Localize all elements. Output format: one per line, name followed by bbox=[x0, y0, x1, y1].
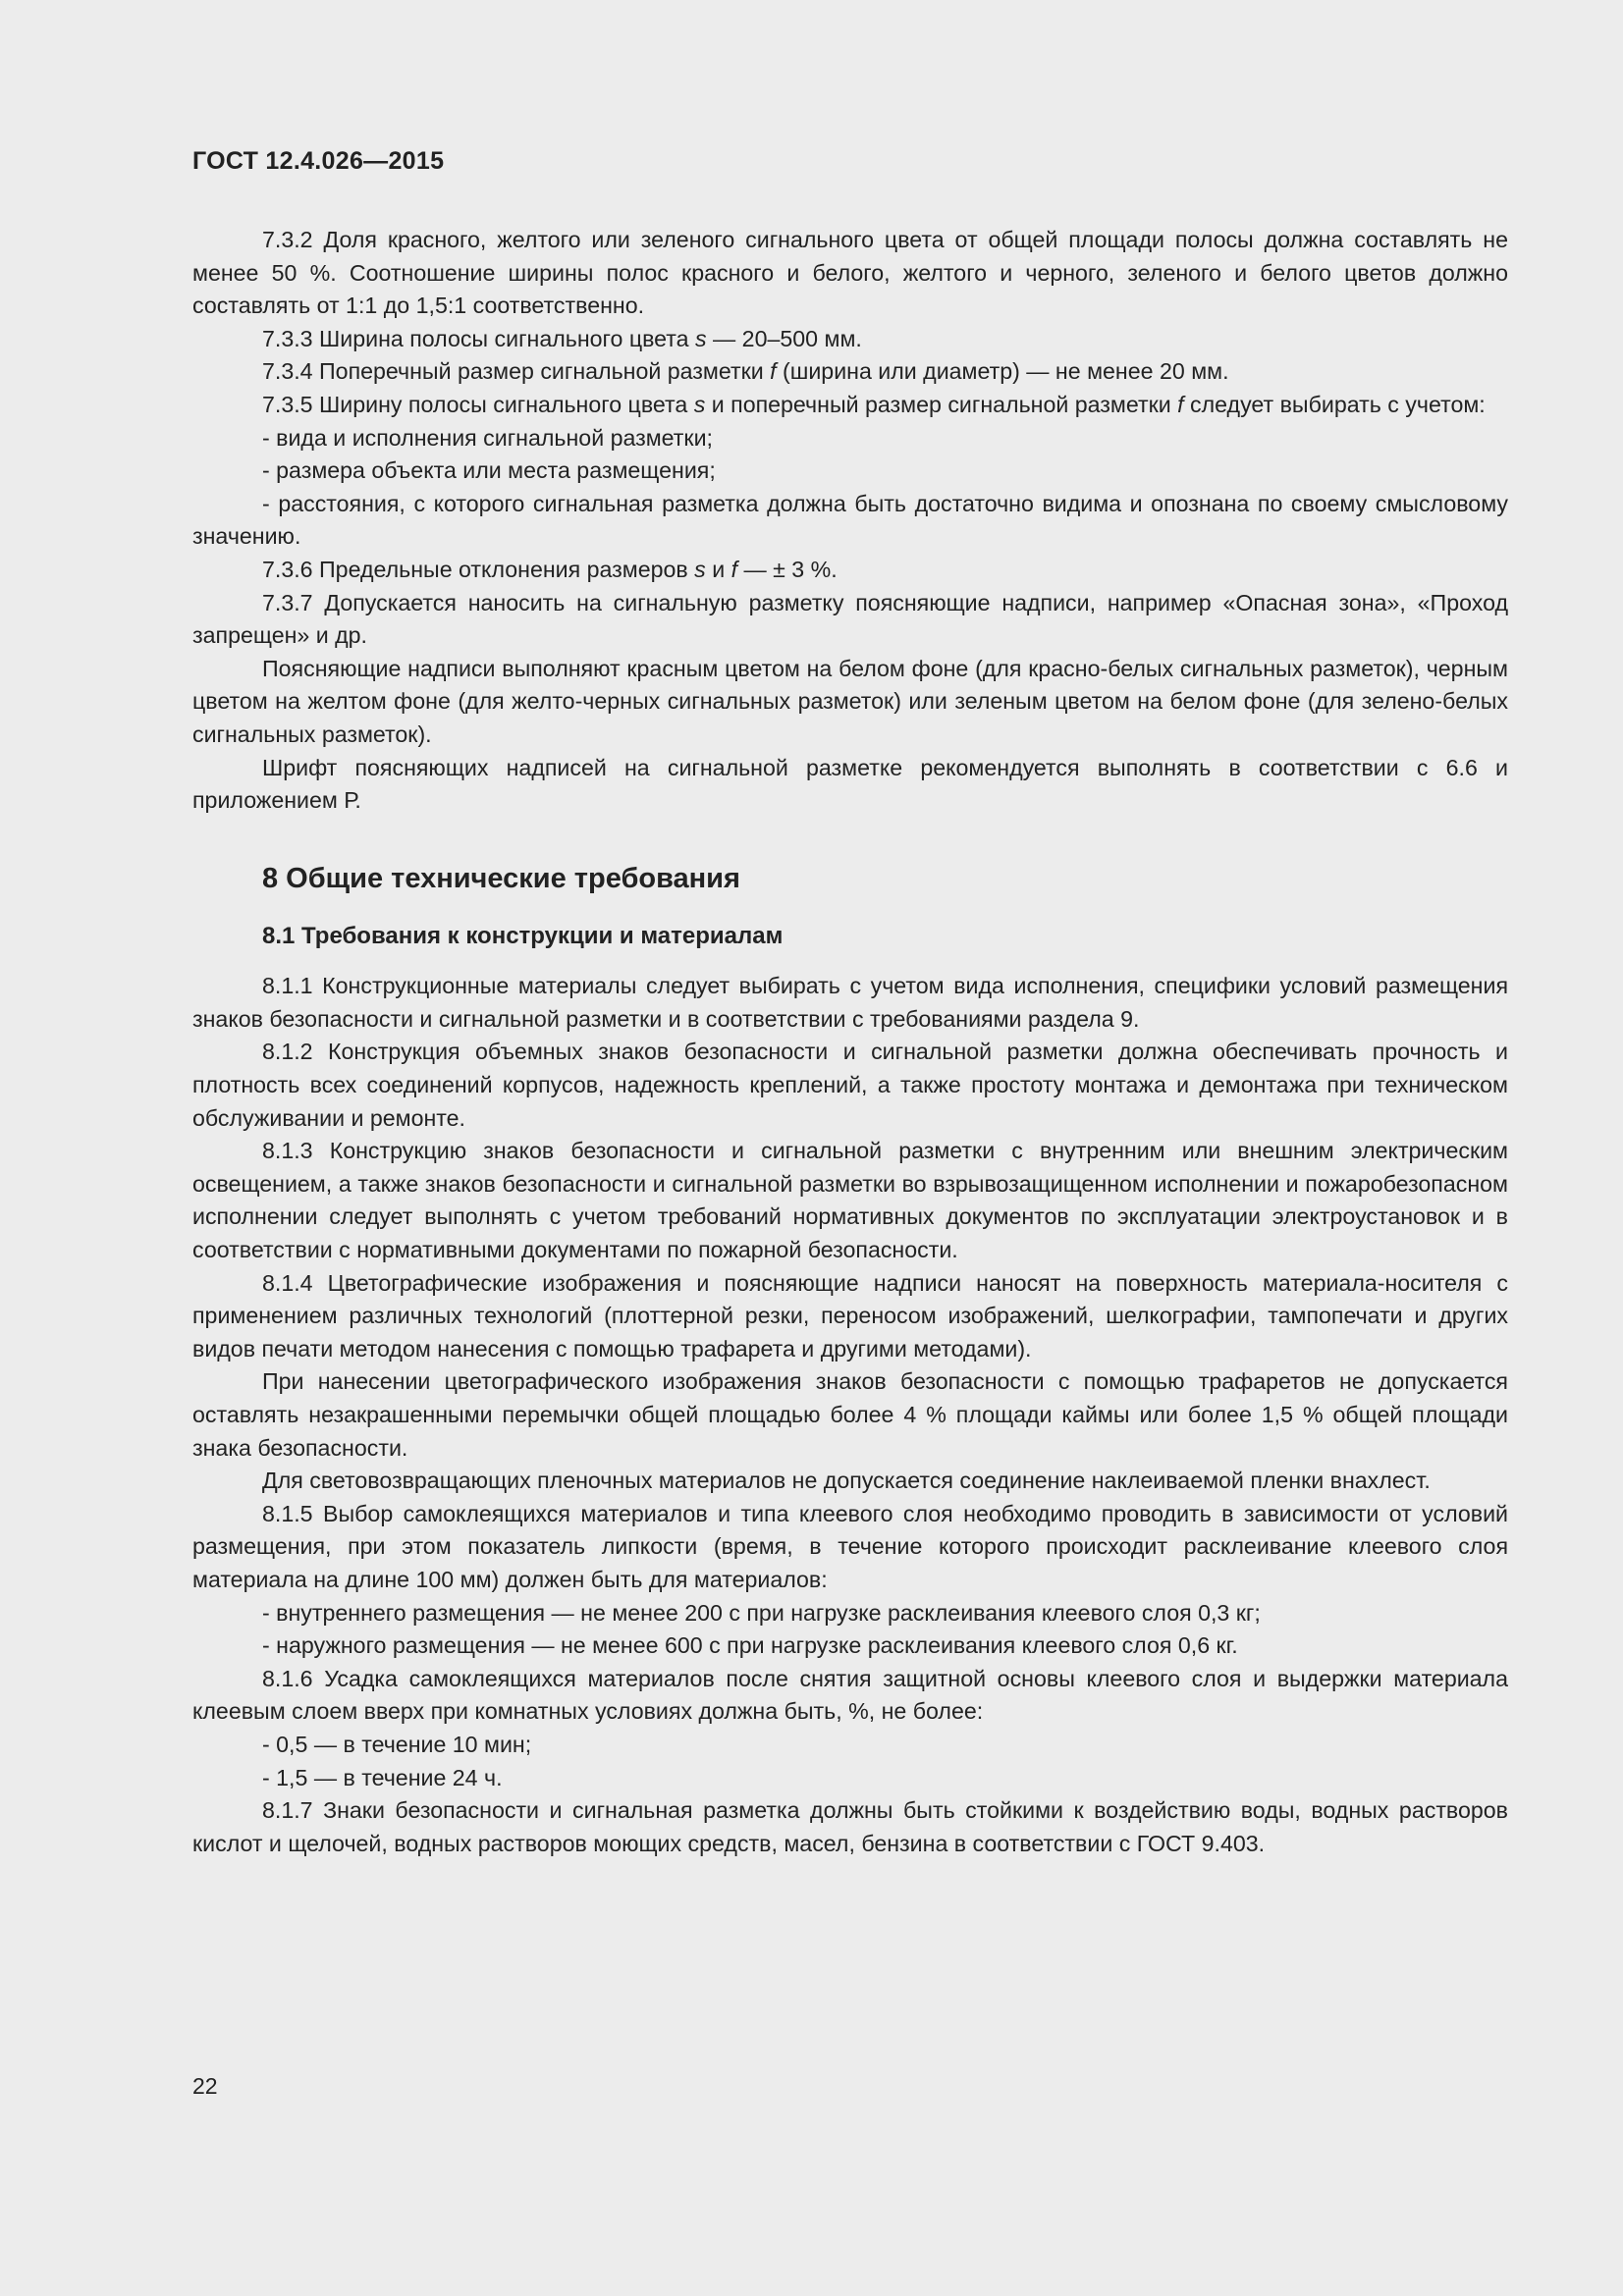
paragraph-7-3-4 bbox=[192, 355, 1508, 389]
paragraph-8-1-1: 8.1.1 Конструкционные материалы следует выбирать с учетом вида исполнения, специфики условий размещения знаков безопасности и сигнальной разметки и в соответствии с требованиями раздела 9. bbox=[192, 973, 1508, 1032]
text-run: 7.3.6 Предельные отклонения размеров bbox=[262, 556, 695, 582]
document-body bbox=[192, 224, 1508, 1860]
page-number: 22 bbox=[192, 2073, 218, 2099]
paragraph-7-3-6 bbox=[192, 554, 1508, 587]
symbol-f: f bbox=[1177, 391, 1184, 417]
paragraph: Шрифт поясняющих надписей на сигнальной разметке рекомендуется выполнять в соответствии с 6.6 и приложением Р. bbox=[192, 754, 1508, 814]
paragraph-8-1-7: 8.1.7 Знаки безопасности и сигнальная разметка должны быть стойкими к воздействию воды, водных растворов кислот и щелочей, водных растворов моющих средств, масел, бензина в соответствии с ГОСТ 9.403. bbox=[192, 1797, 1508, 1856]
paragraph-7-3-5 bbox=[192, 389, 1508, 422]
paragraph: Для световозвращающих пленочных материалов не допускается соединение наклеиваемой пленки внахлест. bbox=[262, 1468, 1431, 1494]
paragraph-7-3-7: 7.3.7 Допускается наносить на сигнальную разметку поясняющие надписи, например «Опасная зона», «Проход запрещен» и др. bbox=[192, 589, 1508, 649]
text-run: 7.3.3 Ширина полосы сигнального цвета bbox=[262, 325, 696, 351]
symbol-f: f bbox=[730, 556, 738, 582]
document-header: ГОСТ 12.4.026—2015 bbox=[192, 147, 445, 175]
list-item: - 0,5 — в течение 10 мин; bbox=[262, 1731, 532, 1757]
paragraph-8-1-4: 8.1.4 Цветографические изображения и поясняющие надписи наносят на поверхность материала-носителя с применением различных технологий (плоттерной резки, переносом изображений, шелкографии, тампопечати и других видов печати методом нанесения с помощью трафарета и другими методами). bbox=[192, 1269, 1508, 1362]
paragraph-8-1-6: 8.1.6 Усадка самоклеящихся материалов после снятия защитной основы клеевого слоя и выдержки материала клеевым слоем вверх при комнатных условиях должна быть, %, не более: bbox=[192, 1665, 1508, 1725]
symbol-s: s bbox=[694, 556, 706, 582]
text-run: — 20–500 мм. bbox=[706, 325, 862, 351]
text-run: 7.3.4 Поперечный размер сигнальной разметки bbox=[262, 358, 771, 385]
paragraph-7-3-3 bbox=[192, 323, 1508, 356]
paragraph-8-1-5: 8.1.5 Выбор самоклеящихся материалов и типа клеевого слоя необходимо проводить в зависимости от условий размещения, при этом показатель липкости (время, в течение которого происходит расклеивание клеевого слоя материала на длине 100 мм) должен быть для материалов: bbox=[192, 1500, 1508, 1592]
paragraph-8-1-2: 8.1.2 Конструкция объемных знаков безопасности и сигнальной разметки должна обеспечивать прочность и плотность всех соединений корпусов, надежность креплений, а также простоту монтажа и демонтажа при техническом обслуживании и ремонте. bbox=[192, 1039, 1508, 1131]
list-item: - внутреннего размещения — не менее 200 с при нагрузке расклеивания клеевого слоя 0,3 кг; bbox=[262, 1599, 1261, 1626]
text-run: 7.3.5 Ширину полосы сигнального цвета bbox=[262, 391, 694, 417]
section-heading-8: 8 Общие технические требования bbox=[262, 862, 740, 894]
subsection-heading-8-1: 8.1 Требования к конструкции и материалам bbox=[262, 922, 784, 949]
paragraph: Поясняющие надписи выполняют красным цветом на белом фоне (для красно-белых сигнальных разметок), черным цветом на желтом фоне (для желто-черных сигнальных разметок) или зеленым цветом на белом фоне (для зелено-белых сигнальных разметок). bbox=[192, 655, 1508, 747]
text-run: и bbox=[705, 556, 731, 582]
list-item: - размера объекта или места размещения; bbox=[262, 457, 716, 484]
list-item: - 1,5 — в течение 24 ч. bbox=[262, 1764, 503, 1790]
symbol-s: s bbox=[695, 325, 707, 351]
list-item: - расстояния, с которого сигнальная разметка должна быть достаточно видима и опознана по своему смысловому значению. bbox=[192, 490, 1508, 550]
text-run: и поперечный размер сигнальной разметки bbox=[705, 391, 1178, 417]
paragraph: При нанесении цветографического изображения знаков безопасности с помощью трафаретов не допускается оставлять незакрашенными перемычки общей площадью более 4 % площади каймы или более 1,5 % общей площади знака безопасности. bbox=[192, 1368, 1508, 1461]
text-run: — ± 3 %. bbox=[737, 556, 838, 582]
paragraph-7-3-2: 7.3.2 Доля красного, желтого или зеленого сигнального цвета от общей площади полосы должна составлять не менее 50 %. Соотношение ширины полос красного и белого, желтого и черного, зеленого и белого цветов должно составлять от 1:1 до 1,5:1 соответственно. bbox=[192, 227, 1508, 319]
text-run: следует выбирать с учетом: bbox=[1183, 391, 1486, 417]
symbol-s: s bbox=[693, 391, 706, 417]
symbol-f: f bbox=[770, 358, 777, 385]
paragraph-8-1-3: 8.1.3 Конструкцию знаков безопасности и сигнальной разметки с внутренним или внешним электрическим освещением, а также знаков безопасности и сигнальной разметки во взрывозащищенном исполнении и пожаробезопасном исполнении следует выполнять с учетом требований нормативных документов по эксплуатации электроустановок и в соответствии с нормативными документами по пожарной безопасности. bbox=[192, 1138, 1508, 1263]
text-run: (ширина или диаметр) — не менее 20 мм. bbox=[776, 358, 1229, 385]
list-item: - вида и исполнения сигнальной разметки; bbox=[262, 424, 713, 451]
list-item: - наружного размещения — не менее 600 с при нагрузке расклеивания клеевого слоя 0,6 кг. bbox=[262, 1632, 1238, 1659]
